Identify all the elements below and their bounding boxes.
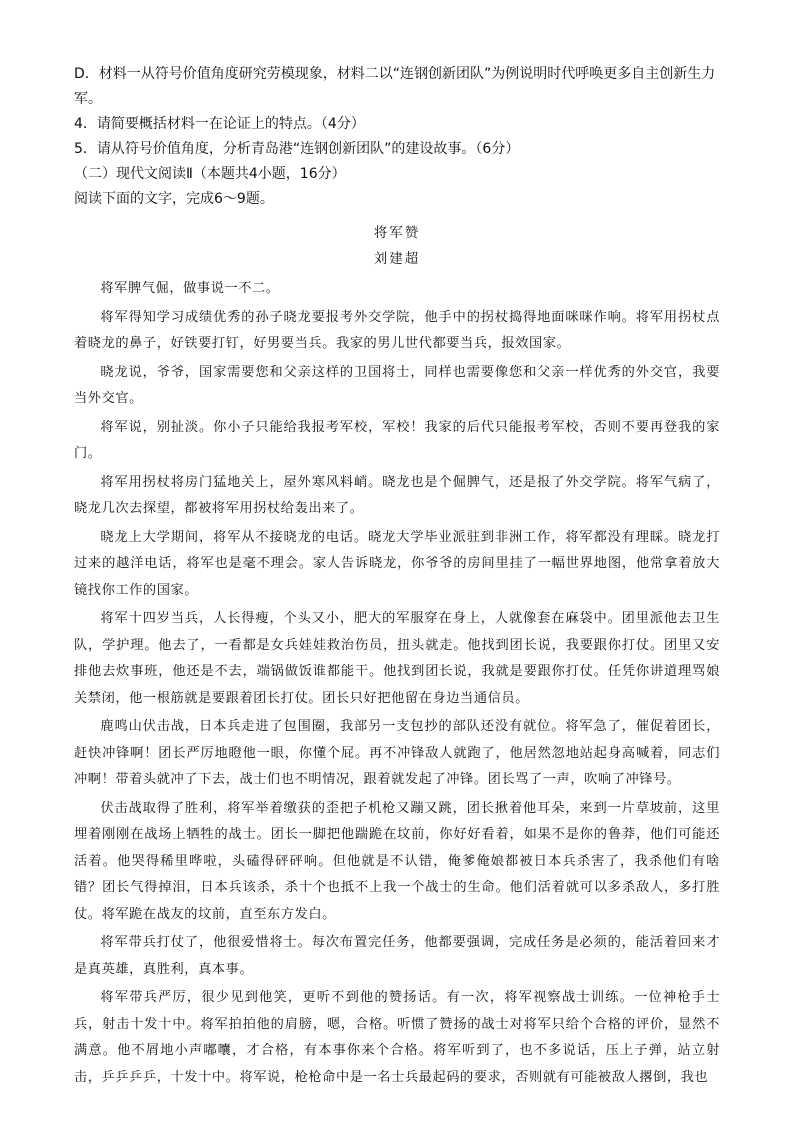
question-4: 4．请简要概括材料一在论证上的特点。（4分） [74,116,365,132]
section-instruction: 阅读下面的文字，完成6～9题。 [74,191,274,207]
section-heading: （二）现代文阅读Ⅱ（本题共4小题，16分） [74,166,346,182]
story-paragraph: 晓龙说，爷爷，国家需要您和父亲这样的卫国将士，同样也需要像您和父亲一样优秀的外交官，我要当外交官。 [74,364,720,406]
option-d: D．材料一从符号价值角度研究劳模现象，材料二以“连钢创新团队”为例说明时代呼唤更多自主创新生力军。 [74,66,716,107]
story-title: 将军赞 [373,225,421,241]
question-5: 5．请从符号价值角度，分析青岛港“连钢创新团队”的建设故事。（6分） [74,141,520,157]
story-paragraph: 将军十四岁当兵，人长得瘦，个头又小，肥大的军服穿在身上，人就像套在麻袋中。团里派他去卫生队，学护理。他去了，一看都是女兵娃娃救治伤员，扭头就走。他找到团长说，我要跟你打仗。团里又安排他去炊事班，他还是不去，端锅做饭谁都能干。他找到团长说，我就是要跟你打仗。任凭你讲道理骂娘关禁闭，他一根筋就是要跟着团长打仗。团长只好把他留在身边当通信员。 [74,611,720,706]
exam-page [74,62,720,1093]
story-paragraph: 鹿鸣山伏击战，日本兵走进了包围圈，我部另一支包抄的部队还没有就位。将军急了，催促着团长，赶快冲锋啊！团长严厉地瞪他一眼，你懂个屁。再不冲锋敌人就跑了，他居然忽地站起身高喊着，同志们冲啊！带着头就冲了下去，战士们也不明情况，跟着就发起了冲锋。团长骂了一声，吹响了冲锋号。 [74,719,720,787]
story-paragraph: 伏击战取得了胜利，将军举着缴获的歪把子机枪又蹦又跳，团长揪着他耳朵，来到一片草坡前，这里埋着刚刚在战场上牺牲的战士。团长一脚把他踹跪在坟前，你好好看着，如果不是你的鲁莽，他们可能还活着。他哭得稀里哗啦，头磕得砰砰响。但他就是不认错，俺爹俺娘都被日本兵杀害了，我杀他们有啥错？团长气得掉泪，日本兵该杀，杀十个也抵不上我一个战士的生命。他们活着就可以多杀敌人，多打胜仗。将军跪在战友的坟前，直至东方发白。 [74,800,720,922]
story-paragraph: 将军带兵打仗了，他很爱惜将士。每次布置完任务，他都要强调，完成任务是必须的，能活着回来才是真英雄，真胜利，真本事。 [74,935,720,977]
story-paragraph: 将军脾气倔，做事说一不二。 [100,281,280,296]
story-paragraph: 将军说，别扯淡。你小子只能给我报考军校，军校！我家的后代只能报考军校，否则不要再登我的家门。 [74,419,720,461]
story-paragraph: 将军带兵严厉，很少见到他笑，更听不到他的赞扬话。有一次，将军视察战士训练。一位神枪手士兵，射击十发十中。将军拍拍他的肩膀，嗯，合格。听惯了赞扬的战士对将军只给个合格的评价，显然不满意。他不屑地小声嘟囔，才合格，有本事你来个合格。将军听到了，也不多说话，压上子弹，站立射击，乒乒乒乒，十发十中。将军说，枪枪命中是一名士兵最起码的要求，否则就有可能被敌人撂倒，我也 [74,990,720,1085]
story-paragraph: 晓龙上大学期间，将军从不接晓龙的电话。晓龙大学毕业派驻到非洲工作，将军都没有理睬。晓龙打过来的越洋电话，将军也是毫不理会。家人告诉晓龙，你爷爷的房间里挂了一幅世界地图，他常拿着放大镜找你工作的国家。 [74,529,720,598]
story-paragraph: 将军得知学习成绩优秀的孙子晓龙要报考外交学院，他手中的拐杖捣得地面咪咪作响。将军用拐杖点着晓龙的鼻子，好铁要打钉，好男要当兵。我家的男儿世代都要当兵，报效国家。 [74,309,720,351]
story-author: 刘建超 [373,251,421,267]
story-paragraph: 将军用拐杖将房门猛地关上，屋外寒风料峭。晓龙也是个倔脾气，还是报了外交学院。将军气病了，晓龙几次去探望，都被将军用拐杖给轰出来了。 [74,474,720,516]
